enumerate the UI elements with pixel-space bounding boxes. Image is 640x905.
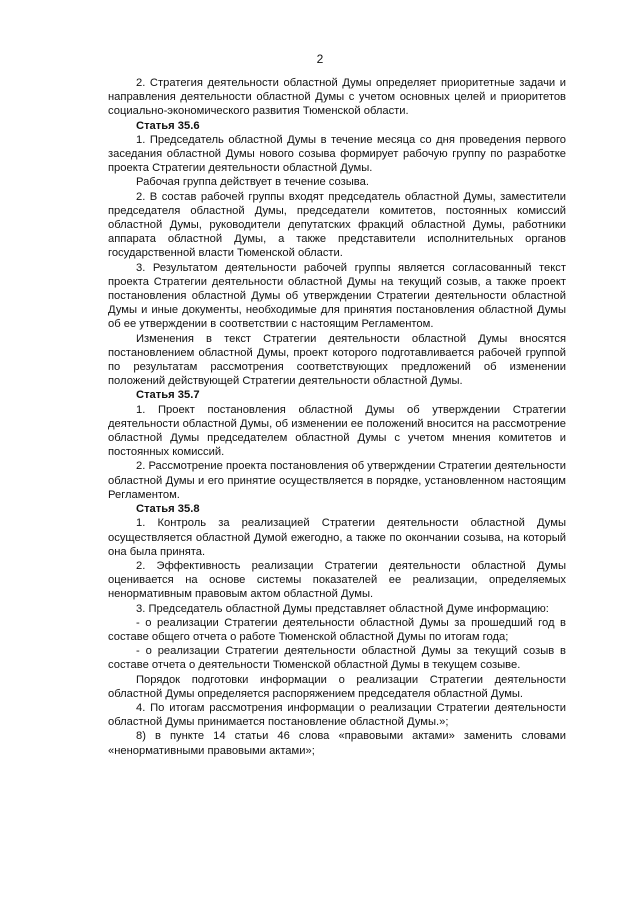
paragraph: 1. Проект постановления областной Думы об утверждении Стратегии деятельности областной Думы, об изменении ее положений вносится на рассмотрение областной Думы председателем областной Думы с учетом мнения комитетов и постоянных комиссий.	[108, 403, 566, 459]
list-item: - о реализации Стратегии деятельности областной Думы за текущий созыв в составе отчета о деятельности Тюменской областной Думы в текущем созыве.	[108, 645, 566, 672]
paragraph: 2. Стратегия деятельности областной Думы определяет приоритетные задачи и направления деятельности областной Думы с учетом основных целей и приоритетов социально-экономического развития Тюменской области.	[108, 77, 566, 118]
article-heading: Статья 35.7	[136, 389, 200, 402]
paragraph: 2. В состав рабочей группы входят председатель областной Думы, заместители председателя областной Думы, председатели комитетов, постоянных комиссий областной Думы, руководители депутатских фракций областной Думы, работники аппарата областной Думы, а также представители исполнительных органов государственной власти Тюменской области.	[108, 190, 566, 260]
paragraph: 4. По итогам рассмотрения информации о реализации Стратегии деятельности областной Думы принимается постановление областной Думы.»;	[108, 701, 566, 729]
document-body	[108, 76, 566, 758]
paragraph: 1. Контроль за реализацией Стратегии деятельности областной Думы осуществляется областной Думой ежегодно, а также по окончании созыва, на который она была принята.	[108, 517, 566, 558]
article-heading: Статья 35.8	[136, 503, 200, 516]
paragraph: Рабочая группа действует в течение созыва.	[136, 176, 369, 189]
paragraph: 1. Председатель областной Думы в течение месяца со дня проведения первого заседания областной Думы нового созыва формирует рабочую группу по разработке проекта Стратегии деятельности областной Думы.	[108, 133, 566, 175]
paragraph: 3. Результатом деятельности рабочей группы является согласованный текст проекта Стратегии деятельности областной Думы на текущий созыв, а также проект постановления областной Думы об утверждении Стратегии деятельности областной Думы и иные документы, необходимые для принятия постановления областной Думы об ее утверждении в соответствии с настоящим Регламентом.	[108, 261, 566, 331]
article-heading: Статья 35.6	[136, 119, 200, 132]
page-number: 2	[316, 52, 324, 66]
paragraph: 2. Эффективность реализации Стратегии деятельности областной Думы оценивается на основе системы показателей ее реализации, определяемых ненормативным правовым актом областной Думы.	[108, 559, 566, 601]
paragraph: 2. Рассмотрение проекта постановления об утверждении Стратегии деятельности областной Думы и его принятие осуществляется в порядке, установленном настоящим Регламентом.	[108, 460, 566, 501]
paragraph: 3. Председатель областной Думы представляет областной Думе информацию:	[136, 602, 549, 615]
paragraph: Изменения в текст Стратегии деятельности областной Думы вносятся постановлением областной Думы, проект которого подготавливается рабочей группой по результатам рассмотрения соответствующих предложений об изменении положений действующей Стратегии деятельности областной Думы.	[108, 332, 566, 388]
paragraph: Порядок подготовки информации о реализации Стратегии деятельности областной Думы определяется распоряжением председателя областной Думы.	[108, 673, 566, 700]
paragraph: 8) в пункте 14 статьи 46 слова «правовыми актами» заменить словами «ненормативными правовыми актами»;	[108, 730, 566, 757]
list-item: - о реализации Стратегии деятельности областной Думы за прошедший год в составе общего отчета о работе Тюменской областной Думы по итогам года;	[108, 616, 566, 643]
